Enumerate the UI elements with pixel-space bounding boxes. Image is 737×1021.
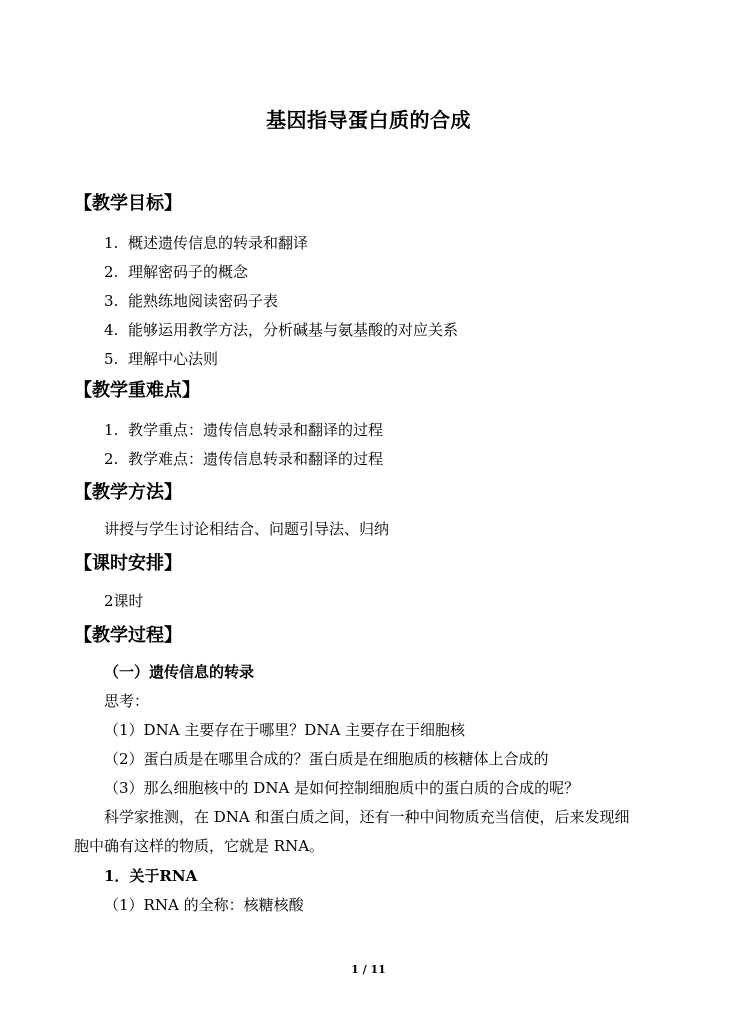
list-item-text: 教学重点：遗传信息转录和翻译的过程 [128, 421, 384, 439]
question-3: （3）那么细胞核中的 DNA 是如何控制细胞质中的蛋白质的合成的呢？ [104, 779, 580, 797]
list-item-number: 1. [104, 421, 119, 439]
list-item-text: 能够运用教学方法，分析碱基与氨基酸的对应关系 [128, 321, 459, 339]
section-heading-objectives: 【教学目标】 [74, 193, 182, 214]
list-item-text: 教学难点：遗传信息转录和翻译的过程 [128, 450, 384, 468]
list-item-text: 能熟练地阅读密码子表 [128, 292, 279, 310]
list-item [104, 232, 308, 253]
list-item-text: 理解中心法则 [128, 350, 219, 368]
list-item [104, 261, 248, 282]
section-heading-methods: 【教学方法】 [74, 482, 182, 503]
list-item [104, 319, 458, 340]
list-item [104, 419, 383, 440]
section-heading-key-points: 【教学重难点】 [74, 380, 200, 401]
list-item-number: 1. [104, 234, 119, 252]
paragraph-line-1: 科学家推测，在 DNA 和蛋白质之间，还有一种中间物质充当信使，后来发现细 [104, 808, 630, 826]
list-item-number: 4. [104, 321, 119, 339]
list-item-number: 2. [104, 263, 119, 281]
subheading-transcription: （一）遗传信息的转录 [104, 663, 255, 681]
list-item-text: 概述遗传信息的转录和翻译 [128, 234, 309, 252]
rna-full-name: （1）RNA 的全称：核糖核酸 [104, 896, 304, 914]
document-title: 基因指导蛋白质的合成 [266, 108, 471, 132]
list-item [104, 348, 218, 369]
list-item-number: 3. [104, 292, 119, 310]
list-item-number: 5. [104, 350, 119, 368]
question-2: （2）蛋白质是在哪里合成的？蛋白质是在细胞质的核糖体上合成的 [104, 750, 549, 768]
page-number: 1 / 11 [351, 963, 386, 976]
schedule-text: 2课时 [104, 592, 144, 610]
question-1: （1）DNA 主要存在于哪里？DNA 主要存在于细胞核 [104, 721, 466, 739]
paragraph-line-2: 胞中确有这样的物质，它就是 RNA。 [74, 837, 325, 855]
section-heading-process: 【教学过程】 [74, 625, 182, 646]
methods-text: 讲授与学生讨论相结合、问题引导法、归纳 [104, 520, 390, 538]
section-heading-schedule: 【课时安排】 [74, 553, 182, 574]
list-item-text: 理解密码子的概念 [128, 263, 249, 281]
list-item-number: 2. [104, 450, 119, 468]
think-label: 思考： [104, 692, 150, 710]
list-item [104, 290, 278, 311]
list-item [104, 448, 383, 469]
subheading-about-rna: 1．关于RNA [104, 867, 198, 885]
